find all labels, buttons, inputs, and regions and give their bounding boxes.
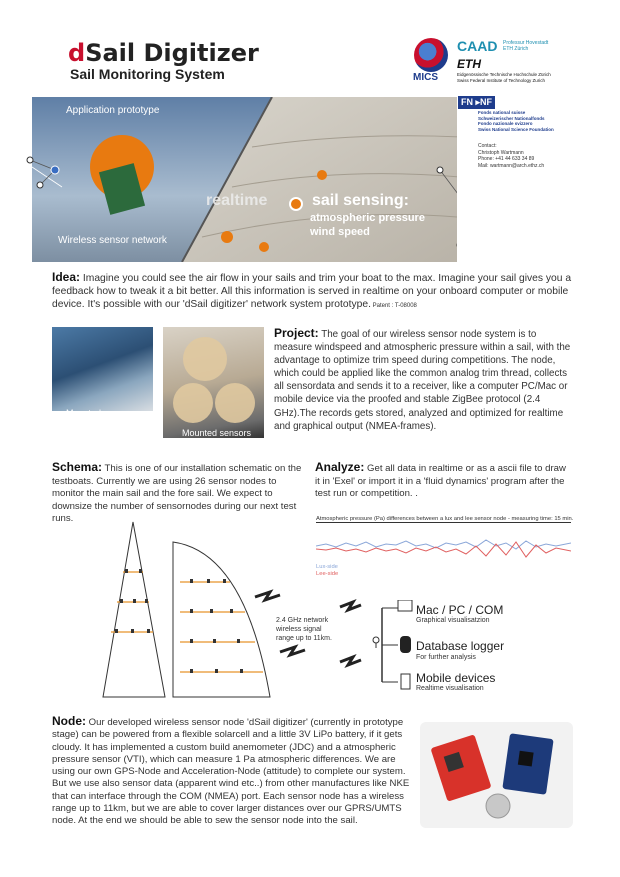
banner-sail-sensing: sail sensing: [312, 192, 409, 209]
contact-block: Contact: Christoph Wartmann Phone: +41 44 633 34 89 Mail: wartmann@arch.ethz.ch [478, 143, 545, 169]
mac-pc-com-label: Mac / PC / COM [416, 603, 504, 617]
photo-caption-2: Mounted sensors [182, 428, 252, 438]
fore-sail [103, 522, 165, 697]
sail-photo-1 [52, 327, 153, 411]
main-sail [173, 542, 270, 697]
node-paragraph: Node: Our developed wireless sensor node 'dSail digitizer' (currently in prototype stage) can be powered from a flexible solarcell and a little 3V LiPo battery, if it gets cloudy. It has implemented a custom build anemometer (JDC) and a atmospheric pressure sensor (VTI), which can measure 1 Pa atmospheric differences. We are using our own GPS-Node and Acceleration-Node (attitude) to complete our system. But we use also sensor data (apparent wind etc..) from other manufactures like NKE that can interface through the COM (NMEA) port. Each sensor node has a wireless range up to 11km, but we are able to cover larger distances over our GPRS/UMTS node. At the end we should be able to sew the sensor node into the sail. [52, 714, 410, 827]
banner-app-label: Application prototype [66, 105, 160, 116]
legend-lux: Lux-side [316, 564, 338, 570]
sensor-node-photo [420, 722, 573, 828]
sensor-boards-graphic [420, 722, 573, 828]
project-paragraph: Project: The goal of our wireless sensor node system is to measure windspeed and atmospheric pressure within a sail, with the advantage to optimize trim speed during competitions. The node, which could be applied like the common analog trim thread, collects all sensordata and sends it to a receiver, like a computer PC/Mac or mobile device via the proofed and stable ZigBee protocol (2.4 GHz).The records gets stored, analyzed and optimized for realtime and graphical output (NMEA-frames). [274, 326, 571, 432]
snf-logo: FN ▸NF [458, 96, 495, 109]
database-sub-label: For further analysis [416, 654, 476, 661]
photo-caption-1: Mounted sensors [66, 408, 136, 418]
eth-logo: ETH [457, 57, 481, 71]
monitor-icon [398, 600, 412, 611]
mobile-sub-label: Realtime visualisation [416, 685, 484, 692]
mics-label: MICS [413, 72, 438, 83]
sail-schematic [95, 512, 395, 707]
mac-sub-label: Graphical visualisatzion [416, 617, 490, 624]
eth-sub: Eidgenössische Technische Hochschule Zürich Swiss Federal Institute of Technology Zurich [457, 72, 551, 83]
database-label: Database logger [416, 639, 505, 653]
sail-photo-2 [163, 327, 264, 438]
signal-bolt-4 [340, 657, 361, 665]
banner-network-label: Wireless sensor network [58, 235, 167, 246]
chart-title: Atmospheric pressure (Pa) differences between a lux and lee sensor node - measuring time: 15 min. [316, 516, 574, 522]
contact-mail[interactable]: Mail: wartmann@arch.ethz.ch [478, 162, 545, 169]
page-title: dSail Digitizer [68, 39, 259, 67]
mobile-label: Mobile devices [416, 671, 496, 685]
page-subtitle: Sail Monitoring System [70, 66, 225, 82]
ghz-label: 2.4 GHz network wireless signal range up to 11km. [276, 617, 332, 642]
legend-lee: Lee-side [316, 571, 339, 577]
snf-text: Fonds national suisse Schweizerischer Nationalfonds Fondo nazionale svizzero Swiss National Science Foundation [478, 110, 554, 132]
signal-bolt-2 [280, 647, 305, 655]
analyze-paragraph: Analyze: Get all data in realtime or as a ascii file to draw it in 'Exel' or import it in a 'fluid dynamics' program after the test run or competition. . [315, 460, 566, 500]
mobile-icon [401, 674, 410, 689]
caad-logo: CAAD [457, 38, 498, 54]
idea-paragraph: Idea: Imagine you could see the air flow in your sails and trim your boat to the max. Imagine your sail gives you a feedback how to tweak it a bit better. All this information is served in realtime on your onboard computer or mobile device. It's possible with our 'dSail digitizer' network system prototype. Patent : T-08008 [52, 270, 572, 311]
network-nodes-left [20, 150, 80, 200]
signal-bolt-1 [255, 592, 280, 600]
database-icon [400, 636, 411, 653]
banner-realtime: realtime [206, 192, 268, 209]
caad-sub: Professur Hovestadt ETH Zürich [503, 40, 549, 52]
banner-measures: atmospheric pressure wind speed [310, 212, 425, 238]
schema-paragraph: Schema: This is one of our installation schematic on the testboats. Currently we are using 26 sensor nodes to monitor the main sail and the fore sail. We expect to downsize the number of sensornodes during our next test runs. [52, 460, 302, 525]
mics-logo [414, 38, 448, 72]
signal-bolt-3 [340, 602, 361, 610]
